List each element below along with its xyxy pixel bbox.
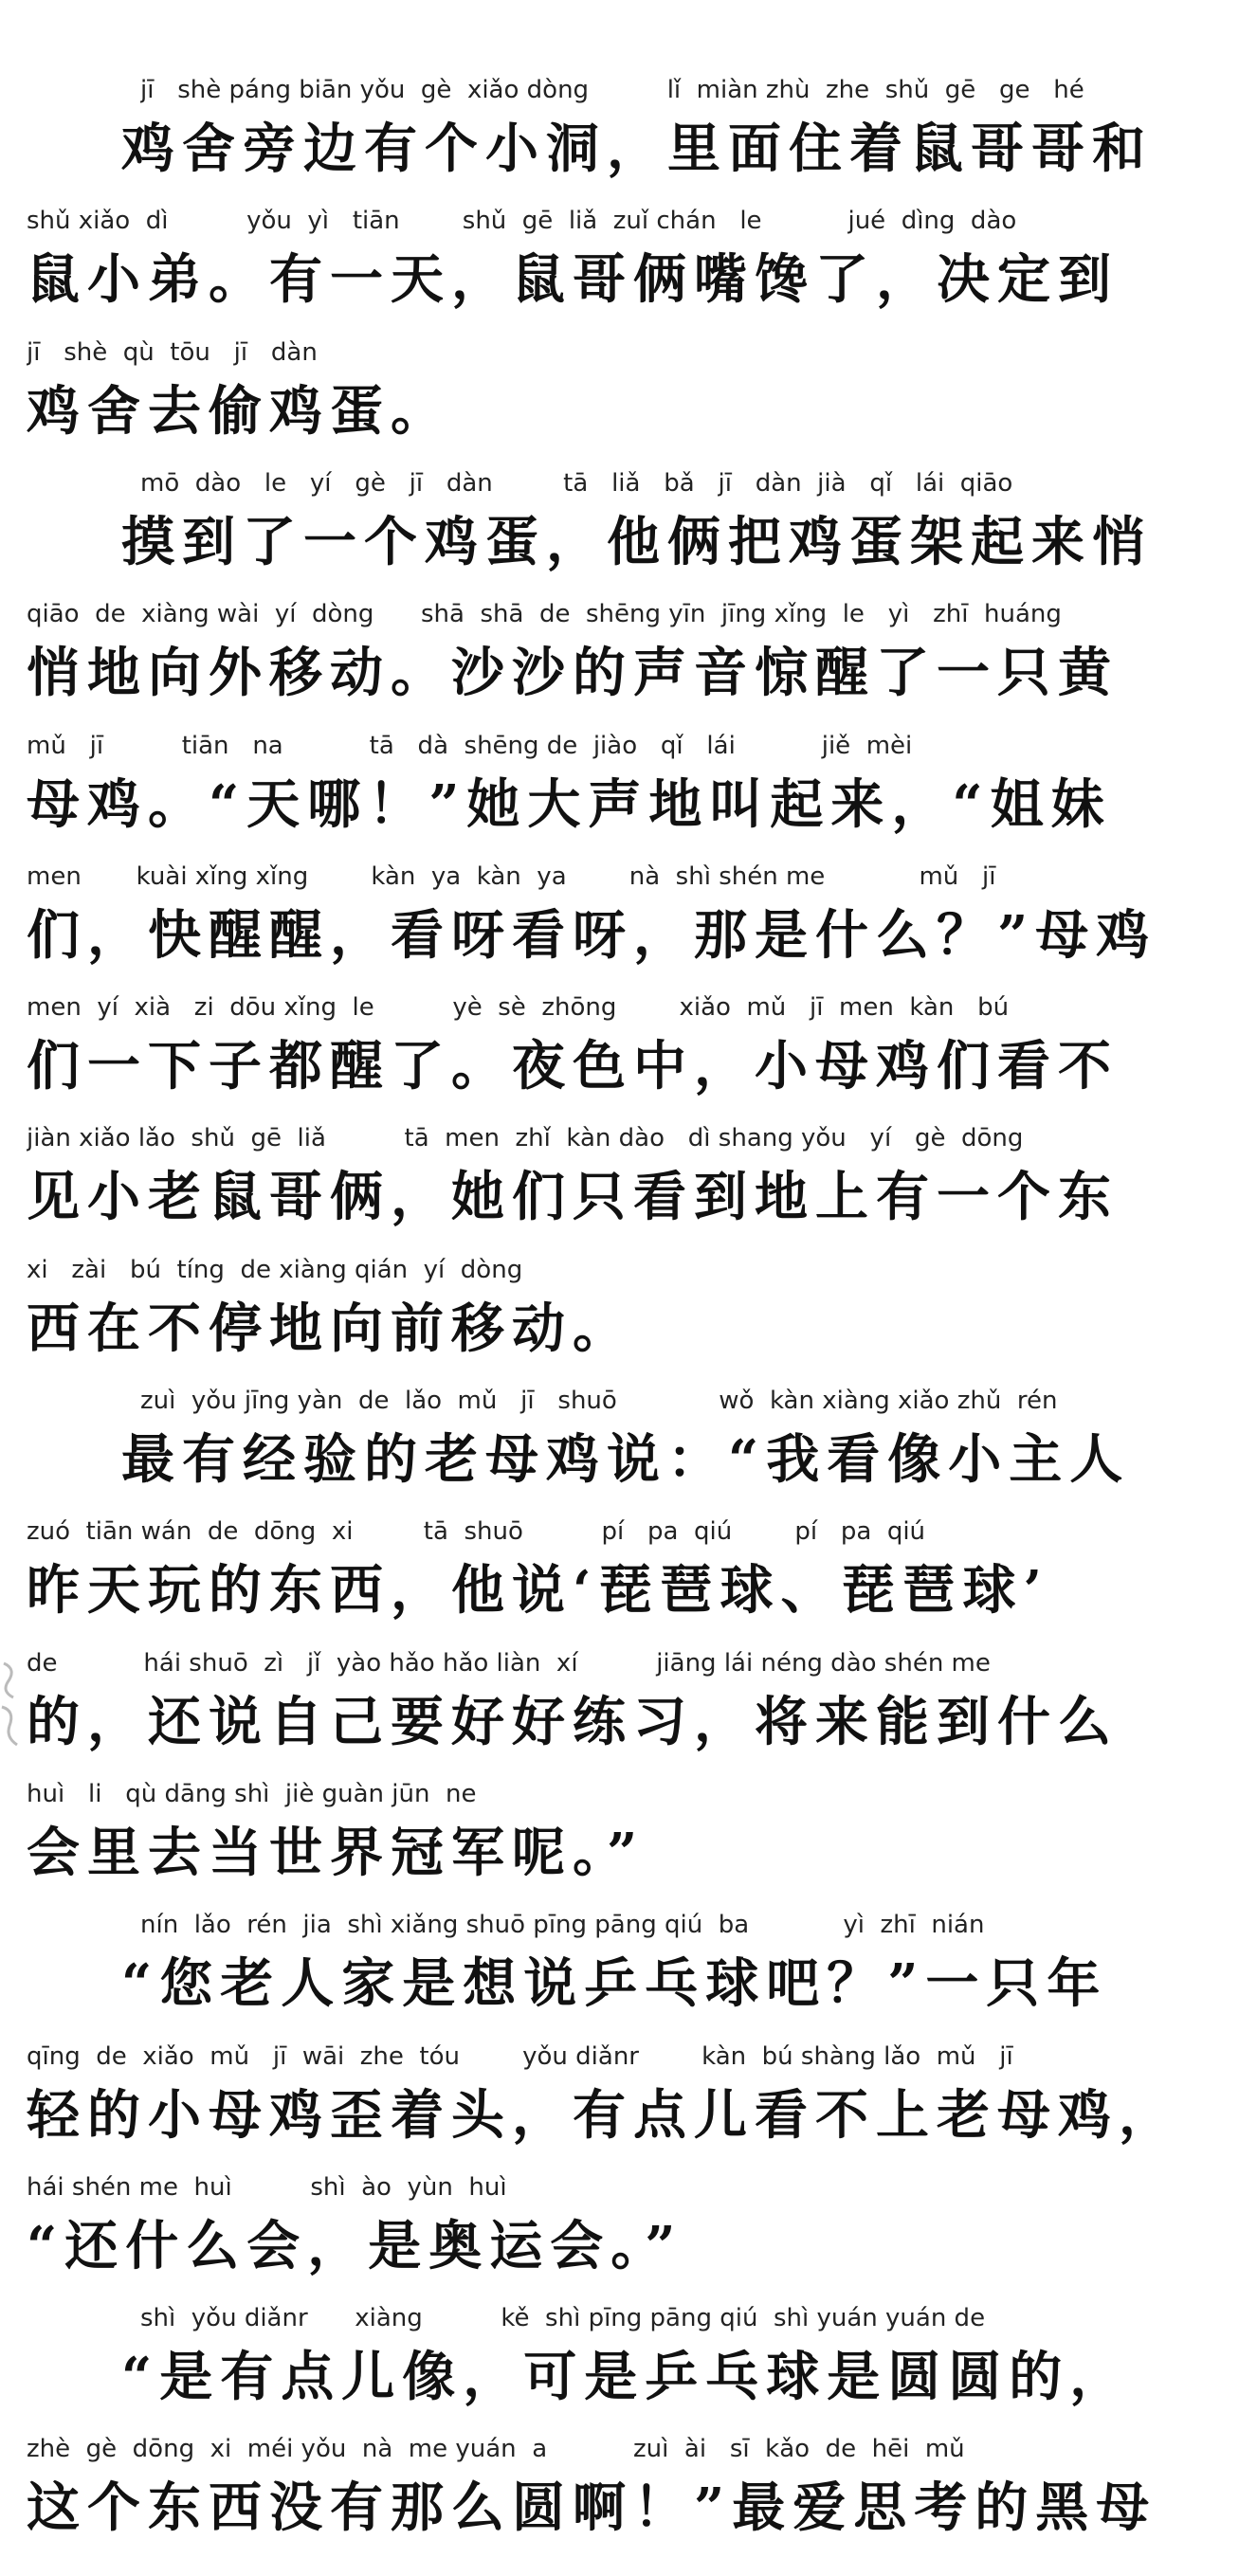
- text-line: [27, 1368, 1202, 1498]
- pinyin-line: zuì yǒu jīng yàn de lǎo mǔ jī shuō wǒ kàn xiàng xiǎo zhǔ rén: [140, 1387, 1058, 1415]
- hanzi-line: 母鸡。“天哪！”她大声地叫起来，“姐妹: [27, 772, 1112, 836]
- pinyin-line: qīng de xiǎo mǔ jī wāi zhe tóu yǒu diǎnr kàn bú shàng lǎo mǔ jī: [27, 2041, 1013, 2071]
- hanzi-line: 鸡舍去偷鸡蛋。: [27, 379, 451, 443]
- pinyin-line: men yí xià zi dōu xǐng le yè sè zhōng xiǎo mǔ jī men kàn bú: [27, 993, 1010, 1023]
- pinyin-line: men kuài xǐng xǐng kàn ya kàn ya nà shì shén me mǔ jī: [27, 862, 996, 891]
- hanzi-line: “是有点儿像，可是乒乓球是圆圆的，: [121, 2346, 1131, 2409]
- hanzi-line: 鼠小弟。有一天，鼠哥俩嘴馋了，决定到: [27, 248, 1119, 312]
- hanzi-line: 轻的小母鸡歪着头，有点儿看不上老母鸡，: [27, 2083, 1179, 2147]
- pinyin-line: mǔ jī tiān na tā dà shēng de jiào qǐ lái jiě mèi: [27, 731, 913, 760]
- hanzi-line: “还什么会，是奥运会。”: [27, 2214, 683, 2277]
- pinyin-line: de hái shuō zì jǐ yào hǎo hǎo liàn xí jiāng lái néng dào shén me: [27, 1648, 991, 1678]
- pinyin-line: jiàn xiǎo lǎo shǔ gē liǎ tā men zhǐ kàn dào dì shang yǒu yí gè dōng: [27, 1124, 1024, 1153]
- text-line: [27, 1237, 1202, 1368]
- pinyin-line: xi zài bú tíng de xiàng qián yí dòng: [27, 1255, 523, 1284]
- hanzi-line: 西在不停地向前移动。: [27, 1297, 633, 1360]
- text-line: [27, 1498, 1202, 1629]
- pinyin-line: nín lǎo rén jia shì xiǎng shuō pīng pāng qiú ba yì zhī nián: [140, 1911, 985, 1940]
- hanzi-line: 们一下子都醒了。夜色中，小母鸡们看不: [27, 1035, 1119, 1098]
- text-line: [27, 188, 1202, 318]
- text-line: [27, 1630, 1202, 1761]
- text-line: [27, 450, 1202, 581]
- text-line: [27, 581, 1202, 712]
- pinyin-line: qiāo de xiàng wài yí dòng shā shā de shēng yīn jīng xǐng le yì zhī huáng: [27, 600, 1062, 629]
- text-line: [27, 1892, 1202, 2023]
- pinyin-line: mō dào le yí gè jī dàn tā liǎ bǎ jī dàn jià qǐ lái qiāo: [140, 468, 1013, 498]
- text-line: [27, 844, 1202, 974]
- pinyin-line: shì yǒu diǎnr xiàng kě shì pīng pāng qiú shì yuán yuán de: [140, 2304, 986, 2333]
- pinyin-line: shǔ xiǎo dì yǒu yì tiān shǔ gē liǎ zuǐ chán le jué dìng dào: [27, 207, 1017, 236]
- pinyin-line: jī shè qù tōu jī dàn: [27, 337, 318, 367]
- text-line: [27, 57, 1202, 188]
- text-line: [27, 2416, 1202, 2547]
- hanzi-line: 鸡舍旁边有个小洞，里面住着鼠哥哥和: [121, 118, 1153, 180]
- hanzi-line: 悄地向外移动。沙沙的声音惊醒了一只黄: [27, 642, 1119, 705]
- hanzi-line: 见小老鼠哥俩，她们只看到地上有一个东: [27, 1166, 1119, 1229]
- text-line: [27, 713, 1202, 844]
- text-line: [27, 974, 1202, 1105]
- hanzi-line: “您老人家是想说乒乓球吧？”一只年: [121, 1952, 1108, 2016]
- hanzi-line: 摸到了一个鸡蛋，他俩把鸡蛋架起来悄: [121, 510, 1153, 573]
- pinyin-line: jī shè páng biān yǒu gè xiǎo dòng lǐ miàn zhù zhe shǔ gē ge hé: [140, 76, 1084, 104]
- text-line: [27, 319, 1202, 450]
- hanzi-line: 昨天玩的东西，他说‘琵琶球、琵琶球’: [27, 1559, 1049, 1623]
- text-line: [27, 2023, 1202, 2154]
- pinyin-line: huì li qù dāng shì jiè guàn jūn ne: [27, 1779, 477, 1808]
- text-line: [27, 1761, 1202, 1892]
- pinyin-line: zhè gè dōng xi méi yǒu nà me yuán a zuì ài sī kǎo de hēi mǔ: [27, 2435, 965, 2464]
- page-edge-doodle: [0, 1654, 27, 1758]
- pinyin-line: zuó tiān wán de dōng xi tā shuō pí pa qiú pí pa qiú: [27, 1517, 926, 1547]
- hanzi-line: 的，还说自己要好好练习，将来能到什么: [27, 1690, 1119, 1753]
- hanzi-line: 这个东西没有那么圆啊！”最爱思考的黑母: [27, 2476, 1157, 2540]
- hanzi-line: 们，快醒醒，看呀看呀，那是什么？”母鸡: [27, 903, 1157, 967]
- text-line: [27, 2154, 1202, 2285]
- text-line: [27, 1105, 1202, 1236]
- text-line: [27, 2285, 1202, 2416]
- hanzi-line: 会里去当世界冠军呢。”: [27, 1821, 646, 1884]
- hanzi-line: 最有经验的老母鸡说：“我看像小主人: [121, 1428, 1131, 1491]
- pinyin-line: hái shén me huì shì ào yùn huì: [27, 2172, 507, 2202]
